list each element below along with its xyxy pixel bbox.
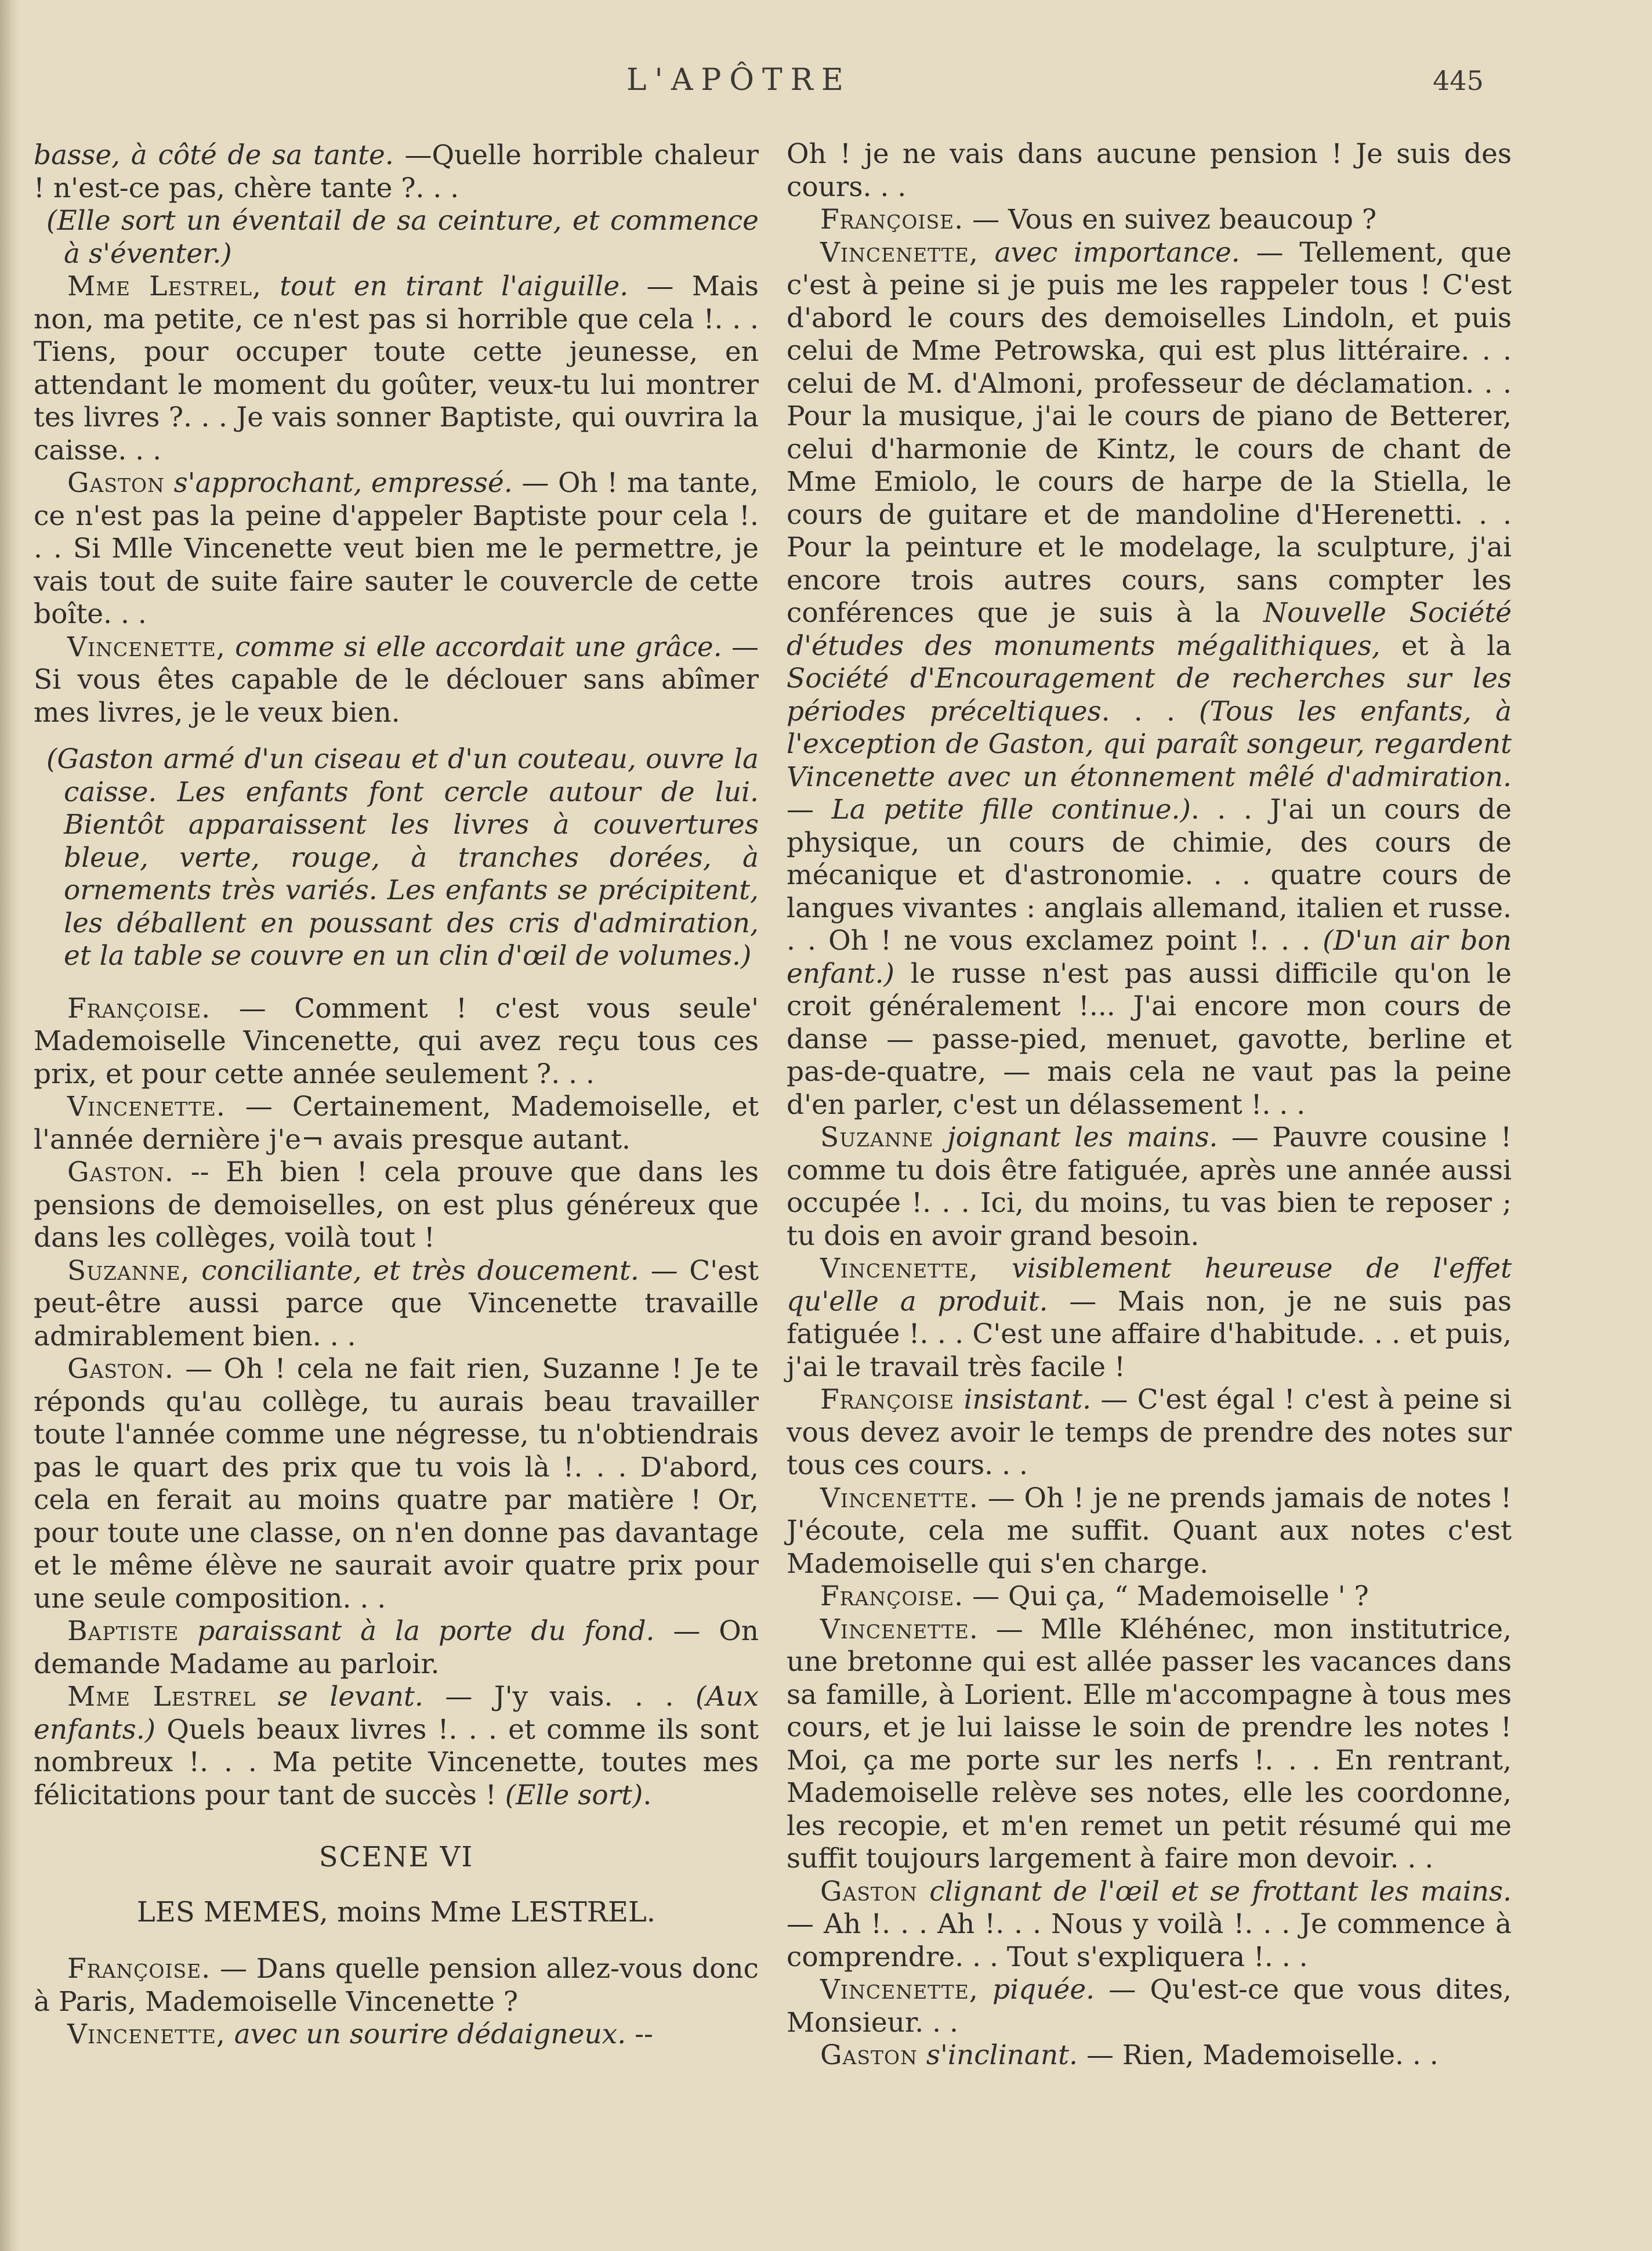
dialogue-paragraph: [787, 204, 1512, 237]
dialogue-paragraph: [34, 1255, 759, 1354]
scene-cast: LES MEMES, moins Mme LESTREL.: [136, 1895, 656, 1928]
speaker-name: Gaston: [67, 467, 165, 499]
speaker-name: Françoise: [820, 1384, 955, 1416]
dialogue-paragraph: [787, 1580, 1512, 1613]
stage-direction: basse, à côté de sa tante.: [34, 139, 394, 171]
dialogue-text: — Qu'est-ce que vous dites, Monsieur. . .: [787, 1974, 1512, 2039]
dialogue-text: — On demande Madame au parloir.: [34, 1615, 759, 1680]
stage-direction: visiblement heureuse de l'effet qu'elle a produit.: [787, 1253, 1512, 1318]
speaker-name: Gaston: [820, 1875, 918, 1908]
speaker-name: Gaston: [820, 2039, 918, 2071]
speaker-name: Mme Lestrel: [67, 1681, 256, 1713]
dialogue-text: --: [626, 2018, 653, 2050]
dialogue-text: — Rien, Mademoiselle. . .: [1078, 2039, 1439, 2071]
stage-direction: avec un sourire dédaigneux.: [225, 2018, 626, 2050]
dialogue-paragraph: [34, 1156, 759, 1255]
speaker-name: Mme Lestrel,: [67, 270, 262, 302]
stage-direction: (Aux enfants.): [34, 1681, 759, 1746]
speaker-name: Françoise.: [67, 992, 211, 1025]
dialogue-paragraph: [34, 2018, 759, 2051]
speaker-name: Vincenette.: [820, 1613, 979, 1645]
speaker-name: Vincenette,: [820, 1253, 979, 1284]
running-title: L'APÔTRE: [626, 63, 852, 97]
dialogue-paragraph: [787, 1876, 1512, 1974]
paragraph: [34, 139, 759, 205]
dialogue-paragraph: [787, 237, 1512, 1122]
dialogue-text: .: [643, 1779, 652, 1811]
dialogue-paragraph: [34, 1353, 759, 1615]
dialogue-paragraph: [34, 1681, 759, 1812]
dialogue-text: — Certainement, Mademoiselle, et l'année dernière j'e¬ avais presque autant.: [34, 1091, 759, 1156]
dialogue-paragraph: [34, 631, 759, 730]
stage-direction: se levant.: [256, 1681, 423, 1713]
speaker-name: Vincenette,: [820, 236, 979, 269]
speaker-name: Françoise.: [820, 1580, 964, 1612]
speaker-name: Vincenette.: [67, 1091, 226, 1123]
dialogue-paragraph: [34, 1091, 759, 1156]
speaker-name: Vincenette,: [820, 1974, 979, 2006]
stage-direction: paraissant à la porte du fond.: [179, 1615, 655, 1647]
right-column: [787, 138, 1512, 2072]
stage-direction: s'inclinant.: [917, 2039, 1078, 2071]
dialogue-paragraph: [787, 1613, 1512, 1876]
dialogue-text: — Oh ! cela ne fait rien, Suzanne ! Je te réponds qu'au collège, tu aurais beau travailler toute l'année comme une négresse, tu n'obtiendrais pas le quart des prix que tu vois là !. . . D'abord, cela en ferait au moins quatre par matière ! Or, pour toute une classe, on n'en donne pas davantage et le même élève ne saurait avoir quatre prix pour une seule composition. . .: [34, 1353, 759, 1615]
dialogue-text: — Comment ! c'est vous seule' Mademoiselle Vincenette, qui avez reçu tous ces prix, et pour cette année seulement ?. . .: [34, 992, 759, 1090]
speaker-name: Françoise.: [67, 1953, 211, 1985]
dialogue-text: — Qui ça, “ Mademoiselle ' ?: [963, 1580, 1369, 1612]
speaker-name: Vincenette.: [820, 1482, 979, 1514]
dialogue-paragraph: [34, 1953, 759, 2018]
stage-direction: piquée.: [978, 1974, 1095, 2006]
speaker-name: Françoise.: [820, 204, 964, 236]
dialogue-text: — C'est peut-être aussi parce que Vincenette travaille admirablement bien. . .: [34, 1254, 759, 1352]
stage-direction: (Tous les enfants, à l'exception de Gaston, qui paraît songeur, regardent Vincenette avec un étonnement mêlé d'admiration. — La petite fille continue.): [787, 695, 1512, 826]
speaker-name: Suzanne: [820, 1121, 934, 1153]
speaker-name: Vincenette,: [67, 631, 226, 663]
stage-direction: (Elle sort): [505, 1779, 643, 1811]
dialogue-text: -- Eh bien ! cela prouve que dans les pensions de demoiselles, on est plus généreux que dans les collèges, voilà tout !: [34, 1156, 759, 1254]
stage-direction: avec importance.: [978, 236, 1240, 269]
dialogue-paragraph: [34, 1615, 759, 1681]
dialogue-paragraph: [787, 2039, 1512, 2072]
speaker-name: Gaston.: [67, 1156, 174, 1188]
dialogue-text: Quels beaux livres !. . . et comme ils sont nombreux !. . . Ma petite Vincenette, toutes mes félicitations pour tant de succès !: [34, 1713, 759, 1811]
dialogue-text: — C'est égal ! c'est à peine si vous devez avoir le temps de prendre des notes sur tous ces cours. . .: [787, 1384, 1512, 1481]
dialogue-text: — Dans quelle pension allez-vous donc à Paris, Mademoiselle Vincenette ?: [34, 1953, 759, 2018]
speaker-name: Vincenette,: [67, 2018, 226, 2050]
dialogue-paragraph: [787, 1253, 1512, 1384]
stage-direction: (D'un air bon enfant.): [787, 925, 1512, 990]
dialogue-text: — Vous en suivez beaucoup ?: [963, 204, 1377, 236]
dialogue-paragraph: [787, 1974, 1512, 2039]
dialogue-text: — Oh ! ma tante, ce n'est pas la peine d'appeler Baptiste pour cela !. . . Si Mlle Vincenette veut bien me le permettre, je vais tout de suite faire sauter le couvercle de cette boîte. . .: [34, 467, 759, 630]
speaker-name: Suzanne,: [67, 1254, 190, 1287]
dialogue-text: et à la: [1380, 629, 1512, 662]
stage-direction: comme si elle accordait une grâce.: [225, 631, 722, 663]
speaker-name: Baptiste: [67, 1615, 179, 1647]
scene-heading: SCENE VI: [318, 1841, 474, 1873]
stage-direction: conciliante, et très doucement.: [190, 1254, 639, 1287]
dialogue-text: — Pauvre cousine ! comme tu dois être fatiguée, après une année aussi occupée !. . . Ici, du moins, tu vas bien te reposer ; tu dois en avoir grand besoin.: [787, 1121, 1512, 1252]
dialogue-text: — Tellement, que c'est à peine si je puis me les rappeler tous ! C'est d'abord le cours des demoiselles Lindoln, et puis celui de Mme Petrowska, qui est plus littéraire. . . celui de M. d'Almoni, professeur de déclamation. . . Pour la musique, j'ai le cours de piano de Betterer, celui d'harmonie de Kintz, le cours de chant de Mme Emiolo, le cours de harpe de la Stiella, le cours de guitare et de mandoline d'Herenetti. . . Pour la peinture et le modelage, la sculpture, j'ai encore trois autres cours, sans compter les conférences que je suis à la: [787, 236, 1512, 629]
dialogue-text: — Mais non, ma petite, ce n'est pas si horrible que cela !. . . Tiens, pour occuper toute cette jeunesse, en attendant le moment du goûter, veux-tu lui montrer tes livres ?. . . Je vais sonner Baptiste, qui ouvrira la caisse. . .: [34, 270, 759, 466]
dialogue-paragraph: [787, 1384, 1512, 1482]
stage-direction: tout en tirant l'aiguille.: [261, 270, 629, 302]
dialogue-text: le russe n'est pas aussi difficile qu'on le croit généralement !... J'ai encore mon cours de danse — passe-pied, menuet, gavotte, berline et pas-de-quatre, — mais cela ne vaut pas la peine d'en parler, c'est un délassement !. . .: [787, 957, 1512, 1121]
dialogue-text: — Ah !. . . Ah !. . . Nous y voilà !. . . Je commence à comprendre. . . Tout s'expliquera !. . .: [787, 1908, 1512, 1973]
dialogue-paragraph: Oh ! je ne vais dans aucune pension ! Je suis des cours. . .: [787, 138, 1512, 203]
stage-direction: (Elle sort un éventail de sa ceinture, et commence à s'éventer.): [46, 205, 759, 270]
dialogue-text: . . .: [1101, 695, 1200, 728]
page-binding-edge: [0, 0, 20, 2251]
stage-direction: joignant les mains.: [933, 1121, 1218, 1153]
stage-direction: s'approchant, empressé.: [164, 467, 513, 499]
dialogue-text: — Si vous êtes capable de le déclouer sans abîmer mes livres, je le veux bien.: [34, 631, 759, 729]
dialogue-text: —Quelle horrible chaleur ! n'est-ce pas, chère tante ?. . .: [34, 139, 759, 204]
dialogue-paragraph: [787, 1482, 1512, 1581]
dialogue-paragraph: [34, 270, 759, 467]
speaker-name: Gaston.: [67, 1353, 174, 1385]
dialogue-paragraph: [34, 993, 759, 1091]
page-header: [0, 63, 1652, 109]
page-number: 445: [1433, 65, 1484, 96]
society-name: Nouvelle Société d'études des monuments mégalithiques,: [787, 597, 1512, 662]
dialogue-text: — Mlle Kléhénec, mon institutrice, une bretonne qui est allée passer les vacances dans sa famille, à Lorient. Elle m'accompagne à tous mes cours, et je lui laisse le soin de prendre les notes ! Moi, ça me porte sur les nerfs !. . . En rentrant, Mademoiselle relève ses notes, elle les coordonne, les recopie, et m'en remet un petit résumé qui me suffit toujours largement à faire mon devoir. . .: [787, 1613, 1512, 1874]
dialogue-paragraph: [787, 1121, 1512, 1253]
stage-direction: insistant.: [954, 1384, 1092, 1416]
dialogue-text: . . . J'ai un cours de physique, un cours de chimie, des cours de mécanique et d'astronomie. . . quatre cours de langues vivantes : anglais allemand, italien et russe. . . Oh ! ne vous exclamez point !. . .: [787, 794, 1512, 957]
stage-direction: (Gaston armé d'un ciseau et d'un couteau, ouvre la caisse. Les enfants font cercle autour de lui. Bientôt apparaissent les livres à couvertures bleue, verte, rouge, à tranches dorées, à ornements très variés. Les enfants se précipitent, les déballent en poussant des cris d'admiration, et la table se couvre en un clin d'œil de volumes.): [46, 743, 759, 972]
dialogue-paragraph: [34, 467, 759, 631]
stage-direction: clignant de l'œil et se frottant les mains.: [917, 1875, 1512, 1908]
left-column: [34, 139, 759, 2051]
dialogue-text: — J'y vais. . .: [423, 1681, 695, 1713]
dialogue-text: — Oh ! je ne prends jamais de notes ! J'écoute, cela me suffit. Quant aux notes c'est Mademoiselle qui s'en charge.: [787, 1482, 1512, 1580]
society-name: Société d'Encouragement de recherches sur les périodes préceltiques: [787, 663, 1512, 728]
dialogue-text: — Mais non, je ne suis pas fatiguée !. . . C'est une affaire d'habitude. . . et puis, j'ai le travail très facile !: [787, 1285, 1512, 1383]
